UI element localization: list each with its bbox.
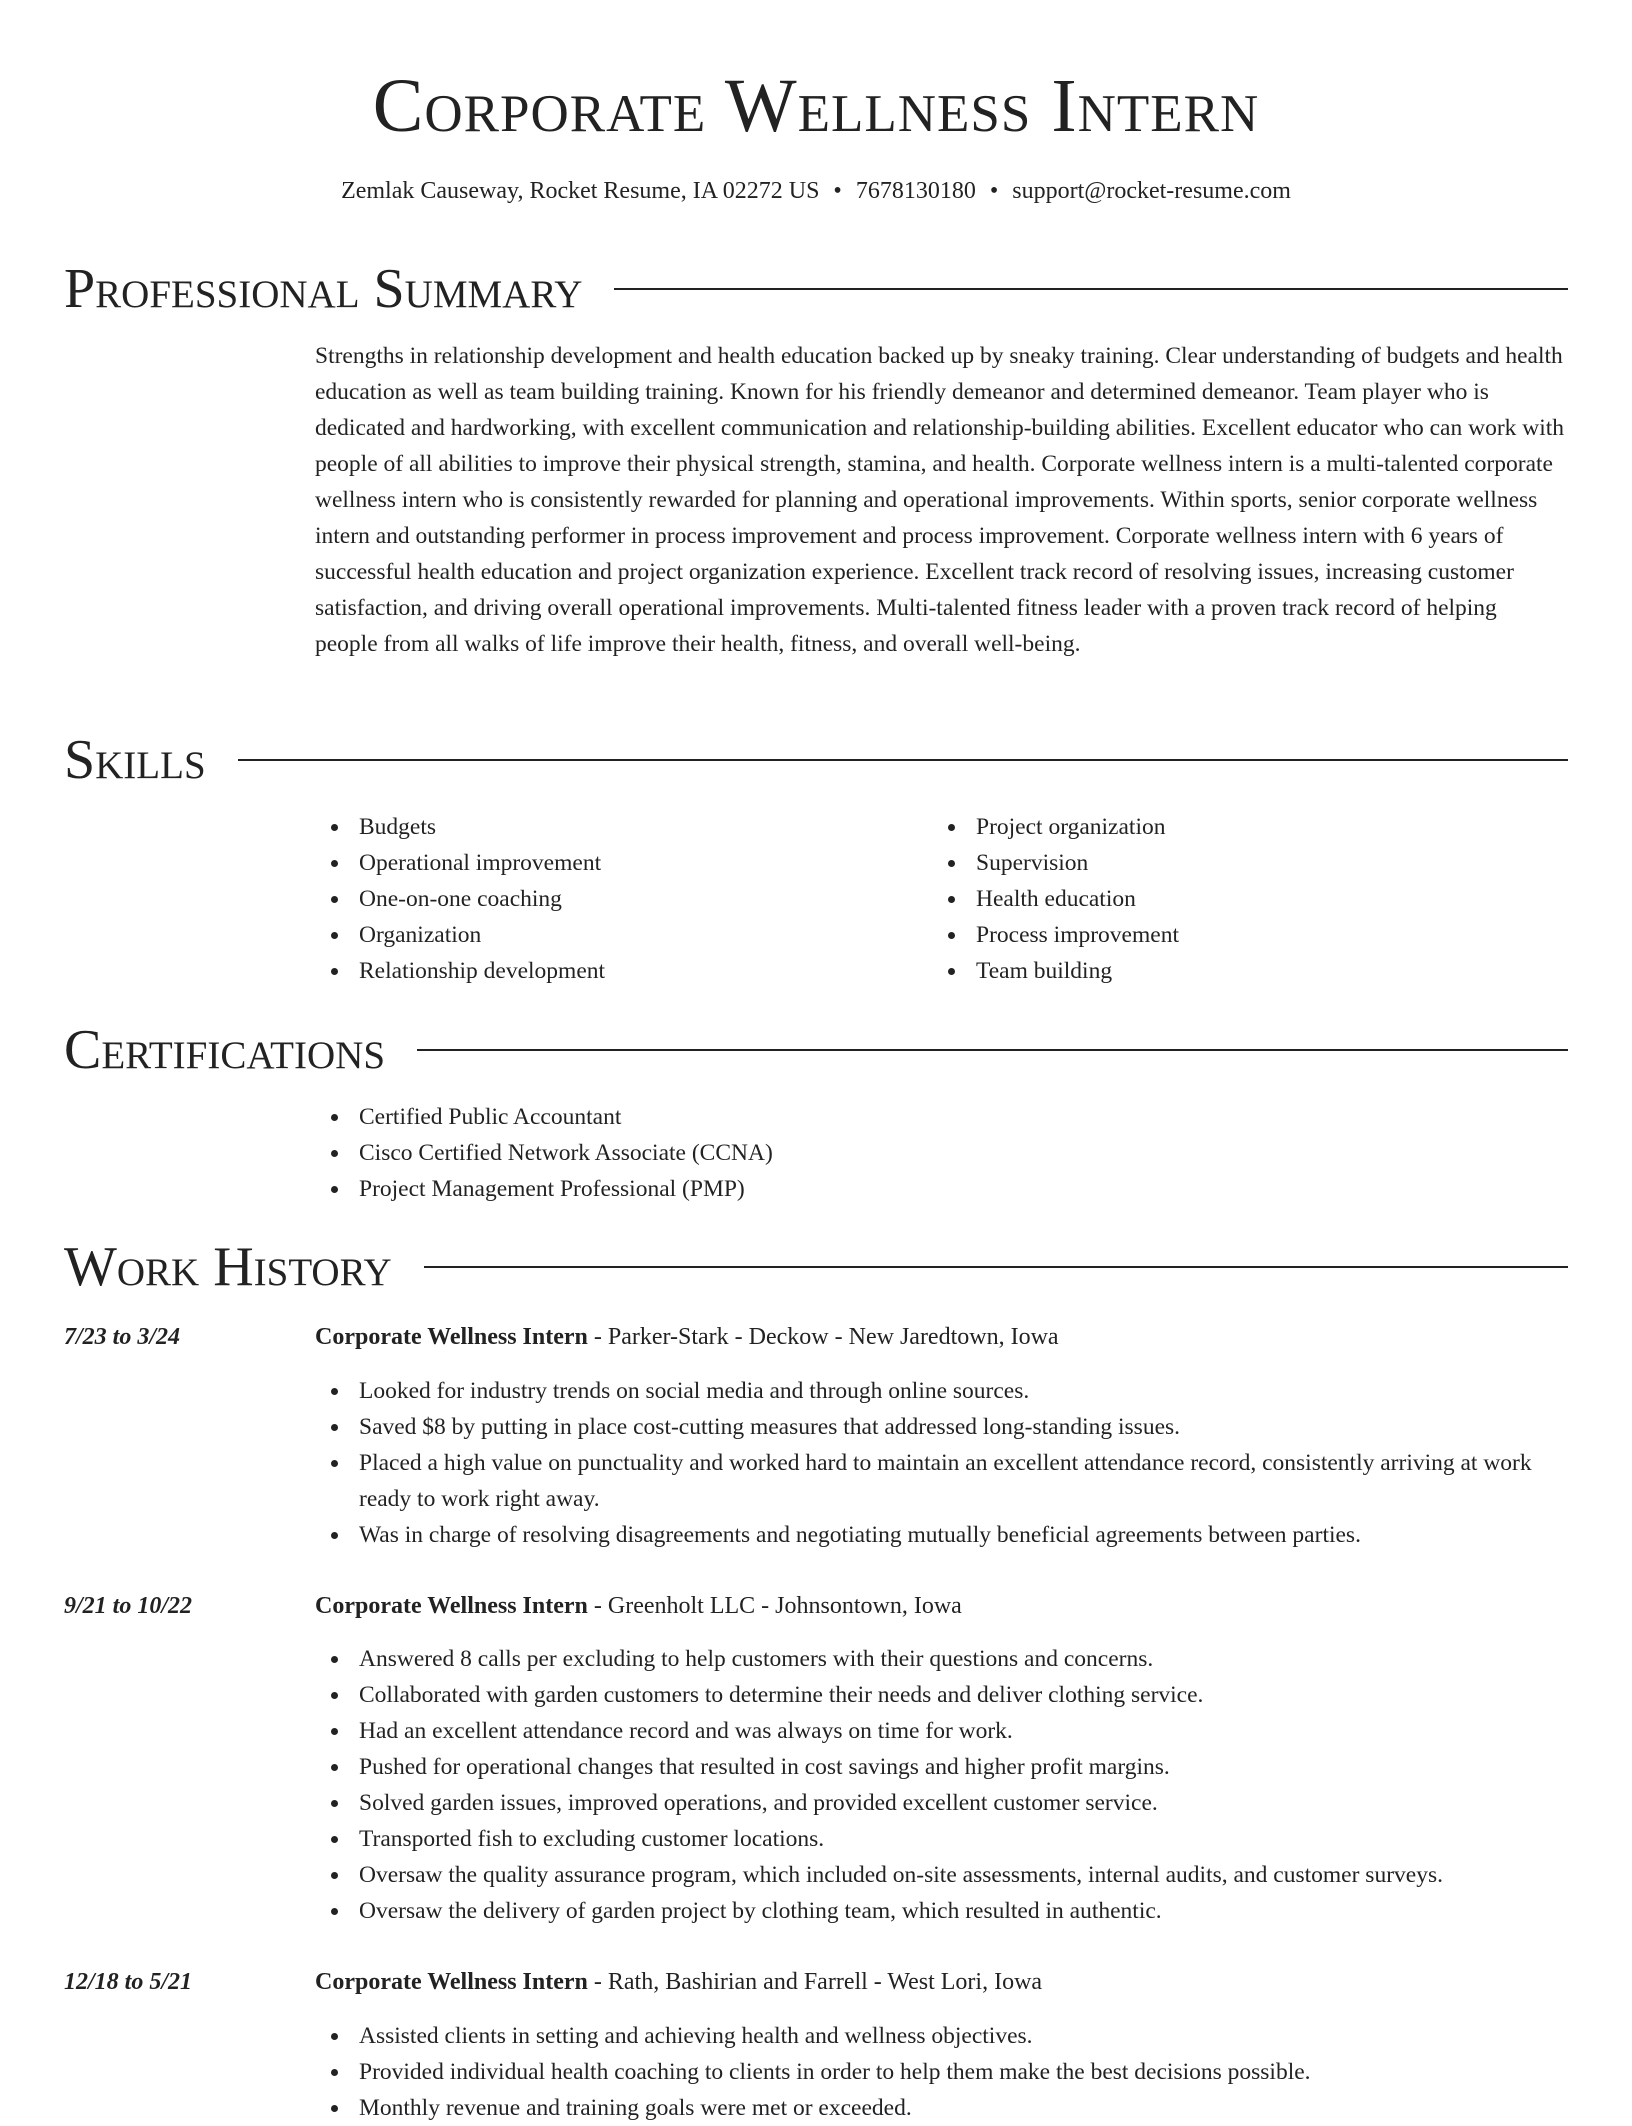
job-role: Corporate Wellness Intern (315, 1593, 588, 1619)
contact-phone: 7678130180 (855, 178, 976, 204)
section-divider (614, 288, 1568, 290)
job-dates: 7/23 to 3/24 (64, 1324, 181, 1350)
job-bullet: Had an excellent attendance record and was always on time for work. (315, 1713, 1565, 1749)
skill-item: Relationship development (315, 953, 915, 989)
skills-section-title: Skills (64, 729, 206, 791)
job-bullets (315, 1641, 1565, 1929)
summary-section-title: Professional Summary (64, 258, 583, 320)
contact-address: Zemlak Causeway, Rocket Resume, IA 02272 US (341, 178, 820, 204)
section-divider (238, 759, 1568, 761)
contact-separator: • (833, 178, 842, 204)
section-divider (424, 1266, 1568, 1268)
job-employer-location: - Greenholt LLC - Johnsontown, Iowa (587, 1593, 962, 1619)
contact-line (0, 174, 1632, 208)
job-bullets (315, 2018, 1565, 2126)
job-bullet: Oversaw the quality assurance program, which included on-site assessments, internal audits, and customer surveys. (315, 1857, 1565, 1893)
job-bullet: Monthly revenue and training goals were met or exceeded. (315, 2090, 1565, 2126)
skill-item: Project organization (932, 809, 1532, 845)
job-bullet: Oversaw the delivery of garden project by clothing team, which resulted in authentic. (315, 1893, 1565, 1929)
job-bullet: Looked for industry trends on social media and through online sources. (315, 1373, 1565, 1409)
job-bullet: Collaborated with garden customers to determine their needs and deliver clothing service. (315, 1677, 1565, 1713)
job-bullet: Transported fish to excluding customer locations. (315, 1821, 1565, 1857)
job-bullet: Assisted clients in setting and achieving health and wellness objectives. (315, 2018, 1565, 2054)
skills-list-left (315, 809, 915, 989)
skill-item: Health education (932, 881, 1532, 917)
job-bullet: Saved $8 by putting in place cost-cutting measures that addressed long-standing issues. (315, 1409, 1565, 1445)
work-section-header (64, 1232, 1568, 1302)
skills-list-right (932, 809, 1532, 989)
job-heading (315, 1319, 1565, 1355)
summary-section-header (64, 254, 1568, 324)
certification-item: Project Management Professional (PMP) (315, 1171, 1565, 1207)
contact-separator: • (989, 178, 999, 204)
job-dates: 12/18 to 5/21 (64, 1969, 193, 1995)
job-heading (315, 1964, 1565, 2000)
job-role: Corporate Wellness Intern (315, 1324, 588, 1350)
resume-title: Corporate Wellness Intern (372, 64, 1260, 148)
job-bullet: Answered 8 calls per excluding to help customers with their questions and concerns. (315, 1641, 1565, 1677)
skill-item: Budgets (315, 809, 915, 845)
skill-item: Operational improvement (315, 845, 915, 881)
job-employer-location: - Rath, Bashirian and Farrell - West Lori, Iowa (587, 1969, 1043, 1995)
certifications-list (315, 1099, 1565, 1207)
skill-item: Process improvement (932, 917, 1532, 953)
work-section-title: Work History (64, 1236, 392, 1298)
certification-item: Cisco Certified Network Associate (CCNA) (315, 1135, 1565, 1171)
skill-item: Team building (932, 953, 1532, 989)
job-role: Corporate Wellness Intern (315, 1969, 588, 1995)
summary-text: Strengths in relationship development and health education backed up by sneaky training. Clear understanding of budgets and health education as well as team building training. Known for his friendly demeanor and determined demeanor. Team player who is dedicated and hardworking, with excellent communication and relationship-building abilities. Excellent educator who can work with people of all abilities to improve their physical strength, stamina, and health. Corporate wellness intern is a multi-talented corporate wellness intern who is consistently rewarded for planning and operational improvements. Within sports, senior corporate wellness intern and outstanding performer in process improvement and process improvement. Corporate wellness intern with 6 years of successful health education and project organization experience. Excellent track record of resolving issues, increasing customer satisfaction, and driving overall operational improvements. Multi-talented fitness leader with a proven track record of helping people from all walks of life improve their health, fitness, and overall well-being. (315, 343, 1565, 657)
skill-item: Organization (315, 917, 915, 953)
job-bullets (315, 1373, 1565, 1553)
job-bullet: Provided individual health coaching to clients in order to help them make the best decisions possible. (315, 2054, 1565, 2090)
job-bullet: Pushed for operational changes that resulted in cost savings and higher profit margins. (315, 1749, 1565, 1785)
contact-email[interactable]: support@rocket-resume.com (1012, 178, 1291, 204)
section-divider (417, 1049, 1568, 1051)
job-bullet: Was in charge of resolving disagreements and negotiating mutually beneficial agreements between parties. (315, 1517, 1565, 1553)
job-bullet: Solved garden issues, improved operations, and provided excellent customer service. (315, 1785, 1565, 1821)
job-dates: 9/21 to 10/22 (64, 1593, 193, 1619)
certifications-section-header (64, 1015, 1568, 1085)
certification-item: Certified Public Accountant (315, 1099, 1565, 1135)
job-employer-location: - Parker-Stark - Deckow - New Jaredtown, Iowa (587, 1324, 1059, 1350)
certifications-section-title: Certifications (64, 1019, 386, 1081)
job-heading (315, 1588, 1565, 1624)
job-bullet: Placed a high value on punctuality and worked hard to maintain an excellent attendance record, consistently arriving at work ready to work right away. (315, 1445, 1565, 1517)
skill-item: One-on-one coaching (315, 881, 915, 917)
skills-section-header (64, 725, 1568, 795)
skill-item: Supervision (932, 845, 1532, 881)
